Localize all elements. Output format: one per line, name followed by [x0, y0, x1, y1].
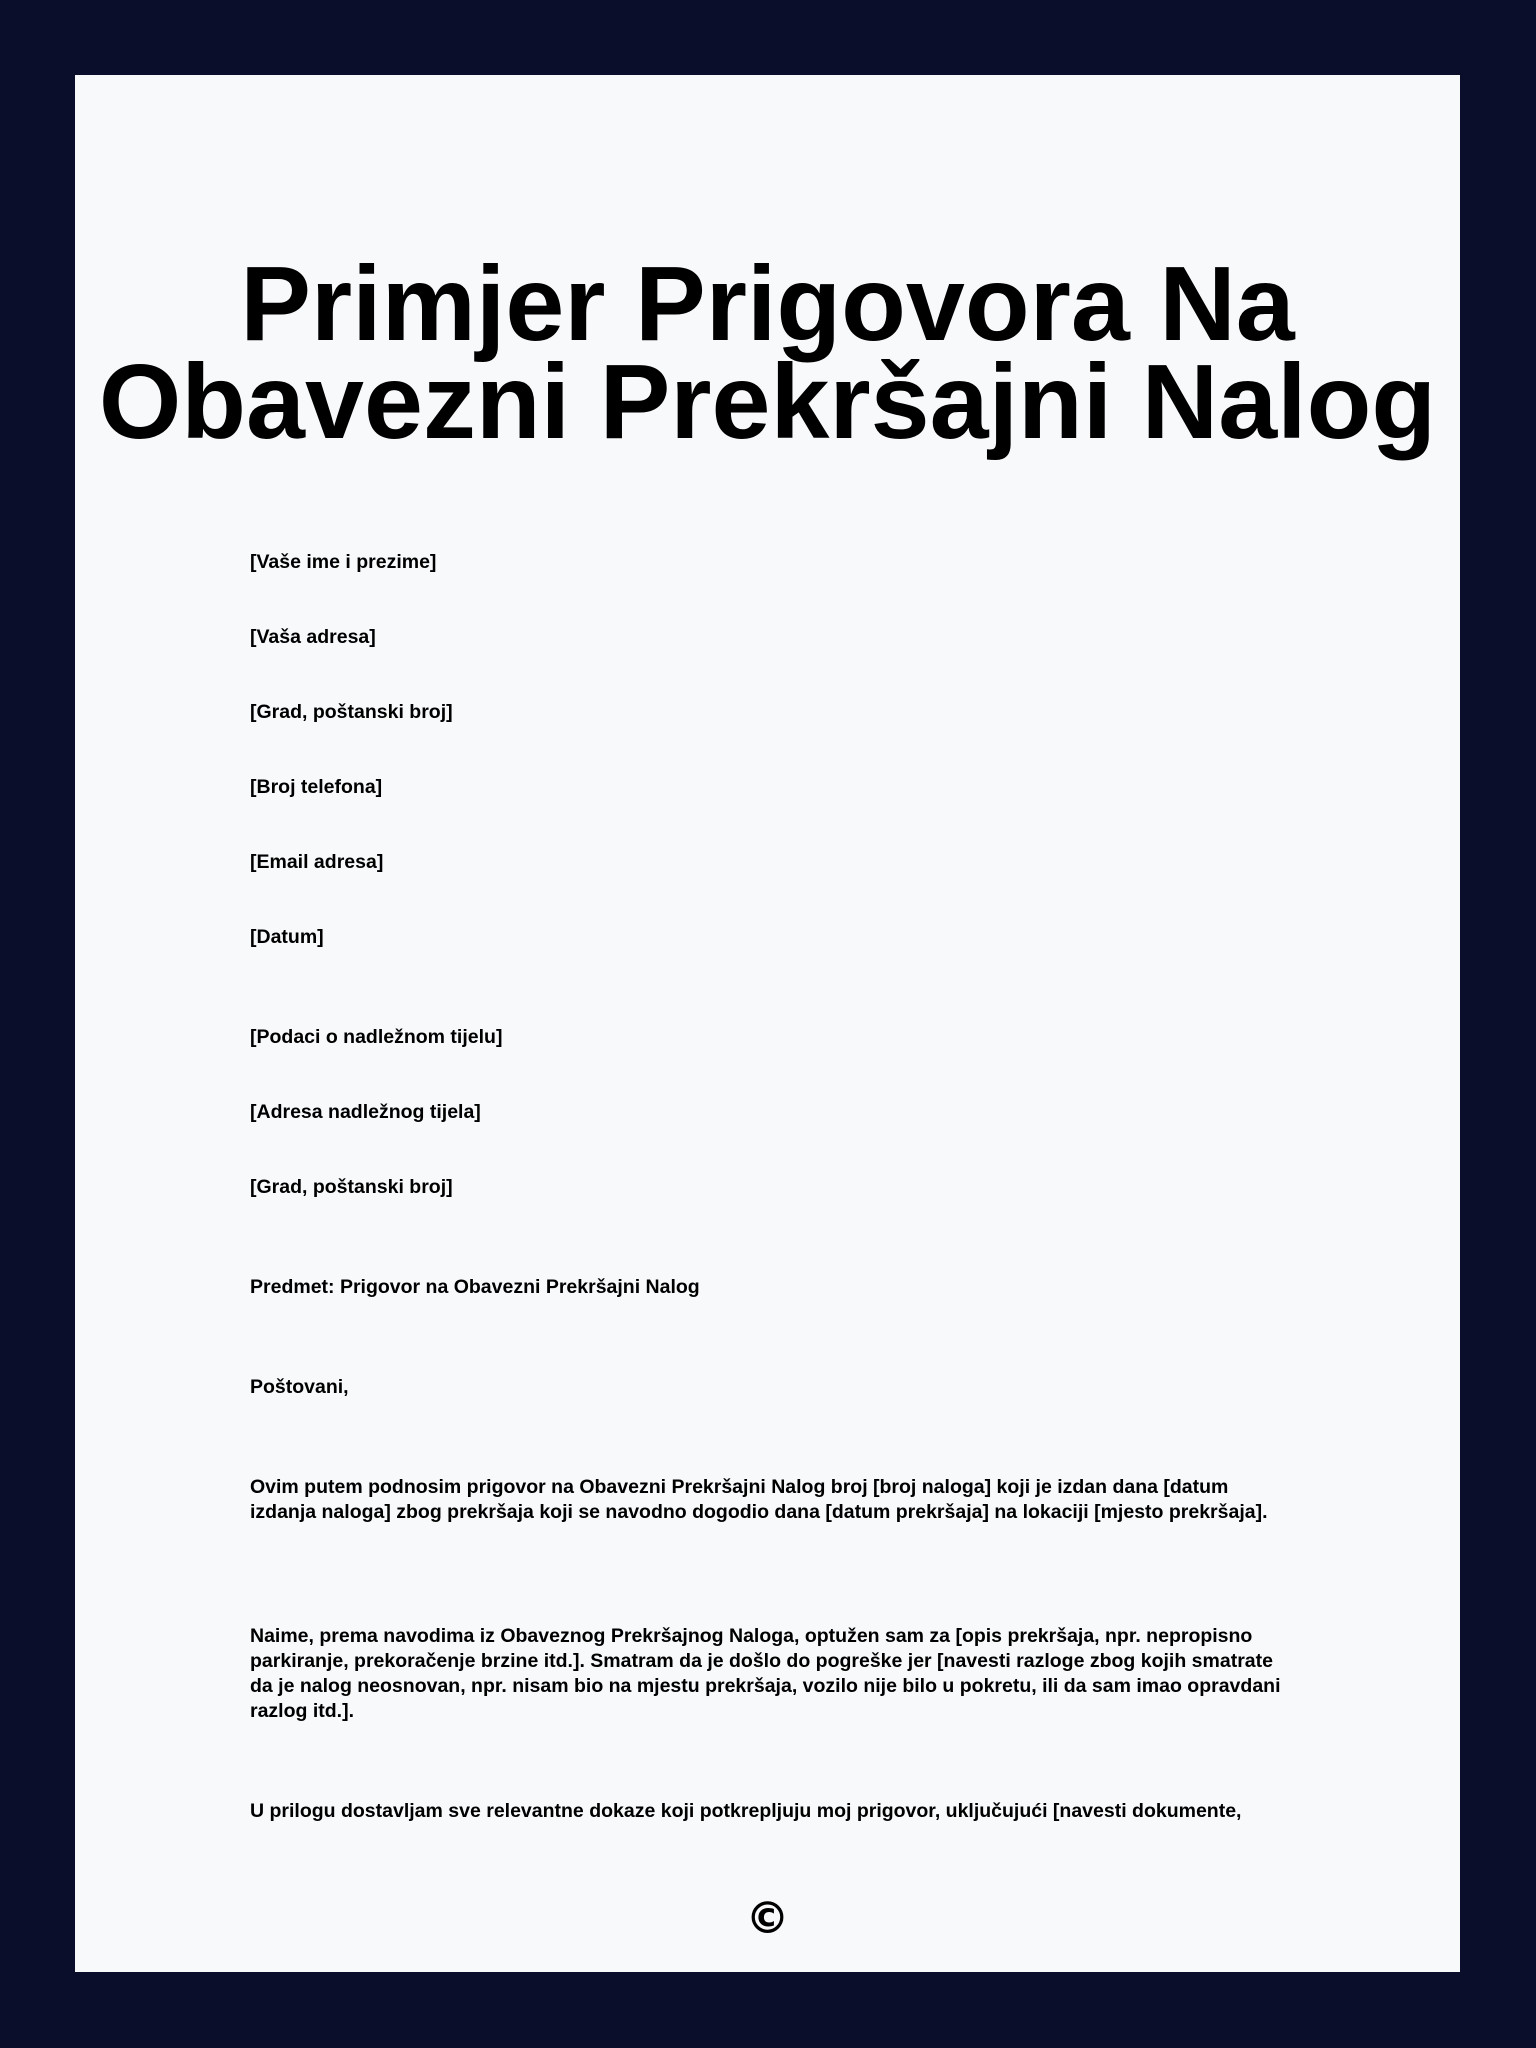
sender-date: [Datum] — [250, 926, 324, 948]
title-line-1: Primjer Prigovora Na — [240, 245, 1295, 363]
sender-email: [Email adresa] — [250, 851, 384, 873]
sender-phone: [Broj telefona] — [250, 776, 383, 798]
letter-greeting: Poštovani, — [250, 1376, 349, 1398]
recipient-city: [Grad, poštanski broj] — [250, 1176, 453, 1198]
copyright-icon: © — [745, 1893, 790, 1944]
letter-subject: Predmet: Prigovor na Obavezni Prekršajni Nalog — [250, 1276, 700, 1298]
title-line-2: Obavezni Prekršajni Nalog — [98, 343, 1437, 461]
sender-address: [Vaša adresa] — [250, 626, 376, 648]
body-paragraph-3: U prilogu dostavljam sve relevantne dokaze koji potkrepljuju moj prigovor, uključujući [navesti dokumente, — [250, 1800, 1242, 1822]
sender-city: [Grad, poštanski broj] — [250, 701, 453, 723]
body-paragraph-2: Naime, prema navodima iz Obaveznog Prekršajnog Naloga, optužen sam za [opis prekršaja, npr. nepropisno parkiranje, prekoračenje brzine itd.]. Smatram da je došlo do pogreške jer [navesti razloge zbog kojih smatrate da je nalog neosnovan, npr. nisam bio na mjestu prekršaja, vozilo nije bilo u pokretu, ili da sam imao opravdani razlog itd.]. — [250, 1625, 1281, 1722]
document-page — [75, 75, 1460, 1972]
recipient-name: [Podaci o nadležnom tijelu] — [250, 1026, 503, 1048]
document-title — [75, 245, 1460, 461]
recipient-address: [Adresa nadležnog tijela] — [250, 1101, 481, 1123]
sender-name: [Vaše ime i prezime] — [250, 551, 437, 573]
body-paragraph-1: Ovim putem podnosim prigovor na Obavezni Prekršajni Nalog broj [broj naloga] koji je izdan dana [datum izdanja naloga] zbog prekršaja koji se navodno dogodio dana [datum prekršaja] na lokaciji [mjesto prekršaja]. — [250, 1476, 1268, 1523]
